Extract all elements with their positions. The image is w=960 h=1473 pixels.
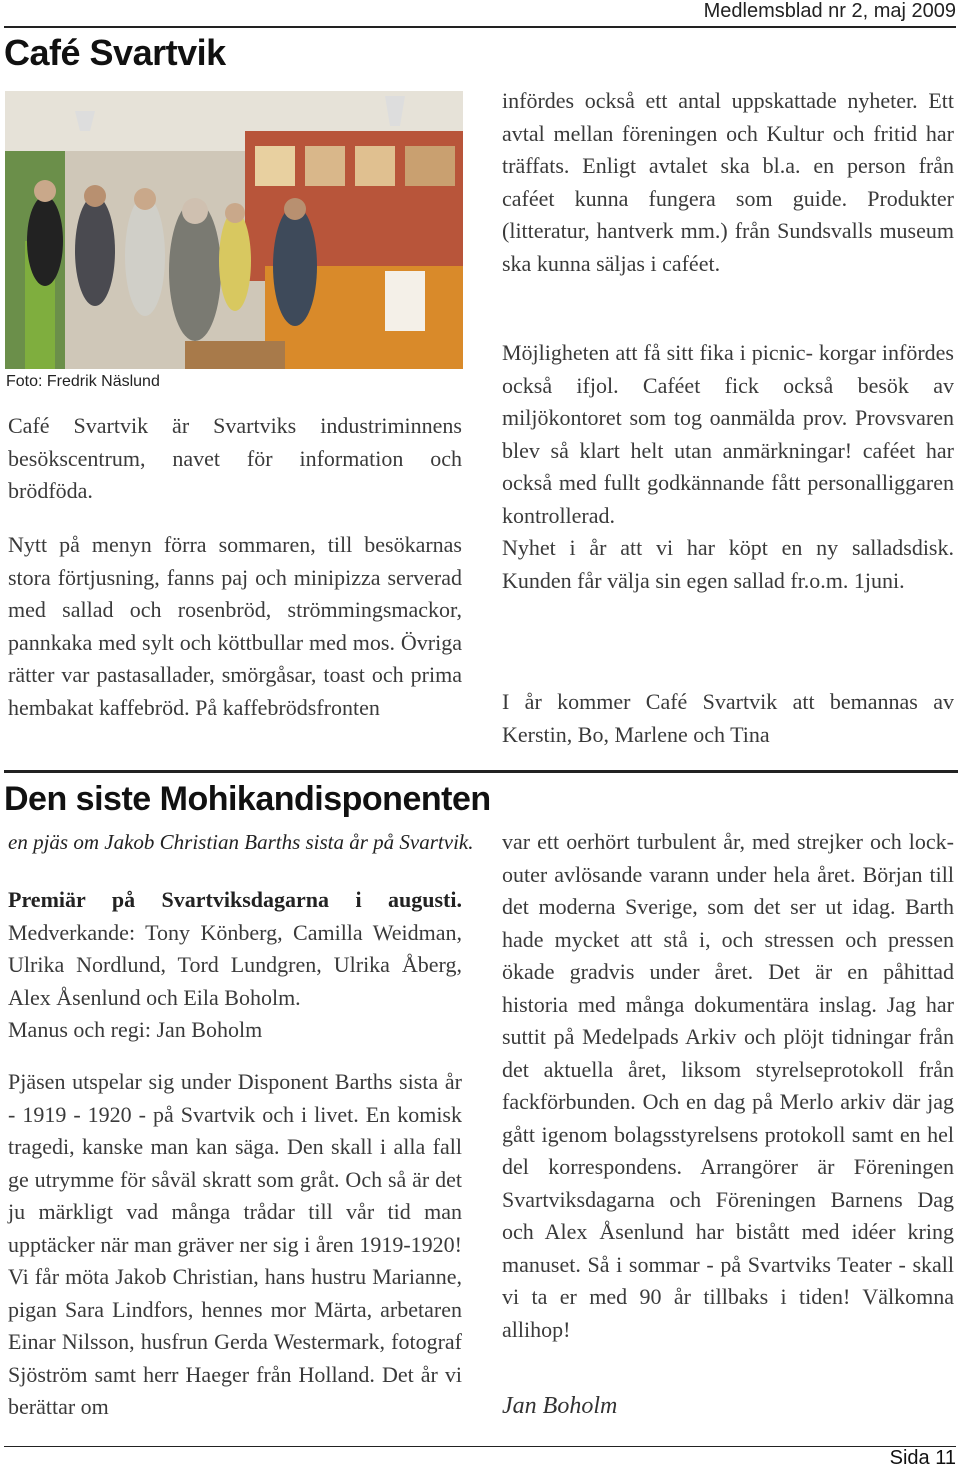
issue-header: Medlemsblad nr 2, maj 2009 [703,0,956,22]
article-title-cafe: Café Svartvik [4,32,226,73]
cafe-intro-text: Café Svartvik är Svartviks industriminnens besökscentrum, navet för information och brödföda. [8,413,462,503]
play-history-text: var ett oerhört turbulent år, med strejker och lock-outer avlösande varann under hela året. Början till det moderna Sverige, som det ser ut idag. Barth hade mycket att stå i, och stressen och pressen ökade gradvis under året. Det är en påhittad historia med många dokumentära inslag. Jag har suttit på Medelpads Arkiv och plöjt tidningar från det aktuella året, liksom styrelseprotokoll från fackförbunden. Och en dag på Merlo arkiv där jag gått igenom bolagsstyrelsens protokoll samt en hel del korrespondens. Arrangörer är Föreningen Svartviksdagarna och Föreningen Barnens Dag och Alex Åsenlund har bistått med idéer kring manuset. Så i sommar - på Svartviks Teater - skall vi ta er med 90 år tillbaks i tiden! Välkomna allihop! [502,829,954,1342]
article-title-play: Den siste Mohikandisponenten [4,780,491,818]
section-divider [4,770,958,773]
cafe-paragraph-1 [8,410,462,508]
cafe-staff-text: I år kommer Café Svartvik att bemannas av Kerstin, Bo, Marlene och Tina [502,689,954,747]
cafe-salad-text: Nyhet i år att vi har köpt en ny salladsdisk. Kunden får välja sin egen sallad fr.o.m. 1juni. [502,535,954,593]
cafe-picnic-text: Möjligheten att få sitt fika i picnic- korgar infördes också ifjol. Caféet fick också besök av miljökontoret som tog oanmälda prov. Provsvaren blev så klart helt utan anmärkningar! caféet har också med fullt godkännande fått personalliggaren kontrollerad. [502,340,954,528]
play-subtitle: en pjäs om Jakob Christian Barths sista år på Svartvik. [8,830,474,854]
photo-credit: Foto: Fredrik Näslund [6,373,160,390]
play-paragraph-2 [502,826,954,1346]
bottom-rule [4,1446,956,1447]
cafe-paragraph-5 [502,686,954,751]
top-rule [4,26,956,28]
cafe-paragraph-4 [502,337,954,597]
premiere-text: Premiär på Svartviksdagarna i augusti. [8,887,462,912]
play-story-text: Pjäsen utspelar sig under Disponent Barths sista år - 1919 - 1920 - på Svartvik och i livet. En komisk tragedi, kanske man kan säga. Den skall i alla fall ge utrymme för såväl skratt som gråt. Och så är det ju märkligt vad många trådar till vår tid man upptäcker när man gräver ner sig i åren 1919-1920! Vi får möta Jakob Christian, hans hustru Marianne, pigan Sara Lindfors, hennes mor Märta, arbetaren Einar Nilsson, husfrun Gerda Westermark, fotograf Sjöström samt herr Haeger från Holland. Det år vi berättar om [8,1069,462,1419]
author-signature: Jan Boholm [502,1393,618,1419]
cafe-paragraph-3 [502,85,954,280]
manus-text: Manus och regi: Jan Boholm [8,1017,263,1042]
play-paragraph-1 [8,1066,462,1424]
cafe-menu-text: Nytt på menyn förra sommaren, till besökarnas stora förtjusning, fanns paj och minipizza serverad med sallad och rosenbröd, strömmingsmackor, pannkaka med sylt och köttbullar med mos. Övriga rätter var pastasallader, smörgåsar, toast och prima hembakat kaffebröd. På kaffebrödsfronten [8,532,462,720]
cafe-paragraph-2 [8,529,462,724]
play-info [8,884,462,1047]
cafe-photo [5,91,463,369]
cafe-news-text: infördes också ett antal uppskattade nyheter. Ett avtal mellan föreningen och Kultur och fritid har träffats. Enligt avtalet ska bl.a. en person från caféet kunna fungera som guide. Produkter (litteratur, hantverk mm.) från Sundsvalls museum ska kunna säljas i caféet. [502,88,954,276]
cast-text: Medverkande: Tony Könberg, Camilla Weidman, Ulrika Nordlund, Tord Lundgren, Ulrika Åberg, Alex Åsenlund och Eila Boholm. [8,919,462,1010]
page-number: Sida 11 [889,1447,956,1469]
